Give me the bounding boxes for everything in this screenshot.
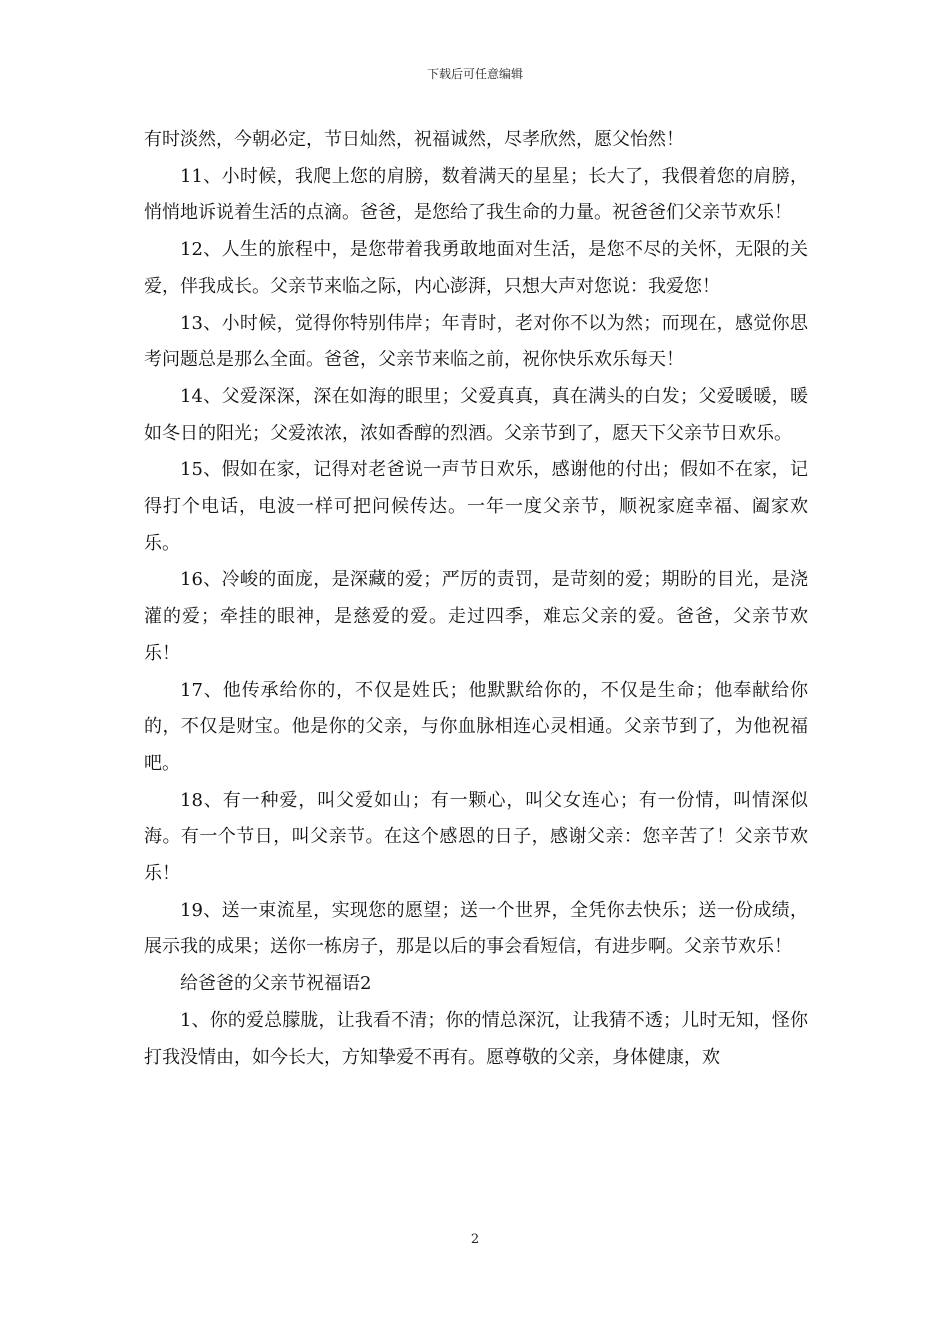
paragraph-item-18: 18、有一种爱，叫父爱如山；有一颗心，叫父女连心；有一份情，叫情深似海。有一个节日，叫父亲节。在这个感恩的日子，感谢父亲：您辛苦了！父亲节欢乐！ — [144, 789, 808, 885]
paragraph-item-13: 13、小时候，觉得你特别伟岸；年青时，老对你不以为然；而现在，感觉你思考问题总是那么全面。爸爸，父亲节来临之前，祝你快乐欢乐每天！ — [144, 312, 808, 371]
paragraph-item-11: 11、小时候，我爬上您的肩膀，数着满天的星星；长大了，我偎着您的肩膀，悄悄地诉说着生活的点滴。爸爸，是您给了我生命的力量。祝爸爸们父亲节欢乐！ — [144, 165, 808, 224]
paragraph-continuation: 有时淡然，今朝必定，节日灿然，祝福诚然，尽孝欣然，愿父怡然！ — [144, 129, 684, 150]
paragraph-item-14: 14、父爱深深，深在如海的眼里；父爱真真，真在满头的白发；父爱暖暖，暖如冬日的阳光；父爱浓浓，浓如香醇的烈酒。父亲节到了，愿天下父亲节日欢乐。 — [144, 385, 808, 444]
page-header-note: 下载后可任意编辑 — [426, 67, 523, 81]
paragraph-item-17: 17、他传承给你的，不仅是姓氏；他默默给你的，不仅是生命；他奉献给你的，不仅是财宝。他是你的父亲，与你血脉相连心灵相通。父亲节到了，为他祝福吧。 — [144, 679, 808, 774]
paragraph-item-1: 1、你的爱总朦胧，让我看不清；你的情总深沉，让我猜不透；儿时无知，怪你打我没情由，如今长大，方知挚爱不再有。愿尊敬的父亲，身体健康，欢 — [144, 1009, 808, 1068]
page-number: 2 — [470, 1232, 480, 1247]
document-body — [144, 122, 808, 1076]
paragraph-item-15: 15、假如在家，记得对老爸说一声节日欢乐，感谢他的付出；假如不在家，记得打个电话，电波一样可把问候传达。一年一度父亲节，顺祝家庭幸福、阖家欢乐。 — [144, 459, 808, 554]
paragraph-item-16: 16、冷峻的面庞，是深藏的爱；严厉的责罚，是苛刻的爱；期盼的目光，是浇灌的爱；牵挂的眼神，是慈爱的爱。走过四季，难忘父亲的爱。爸爸，父亲节欢乐！ — [144, 569, 808, 664]
paragraph-item-19: 19、送一束流星，实现您的愿望；送一个世界，全凭你去快乐；送一份成绩，展示我的成果；送你一栋房子，那是以后的事会看短信，有进步啊。父亲节欢乐！ — [144, 899, 808, 958]
paragraph-item-12: 12、人生的旅程中，是您带着我勇敢地面对生活，是您不尽的关怀，无限的关爱，伴我成长。父亲节来临之际，内心澎湃，只想大声对您说：我爱您！ — [144, 239, 808, 297]
section-heading: 给爸爸的父亲节祝福语2 — [180, 973, 372, 995]
